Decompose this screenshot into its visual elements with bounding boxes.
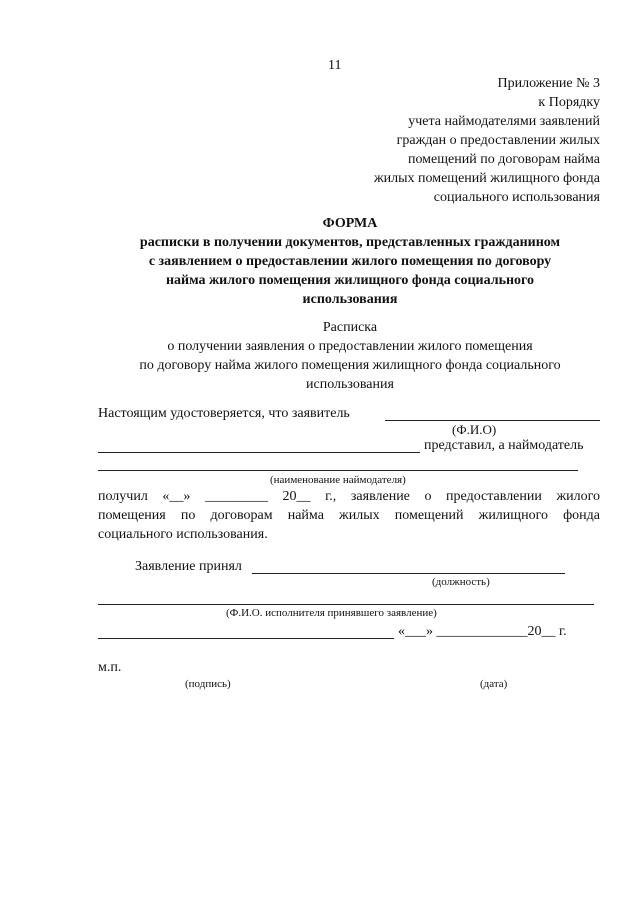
signature-line bbox=[98, 638, 394, 639]
received-line-1: получил «__» _________ 20__ г., заявление о предоставлении жилого bbox=[98, 489, 600, 504]
form-subtitle-line: расписки в получении документов, представленных гражданином bbox=[139, 235, 561, 250]
presented-text: представил, а наймодатель bbox=[424, 438, 584, 453]
appendix-line: помещений по договорам найма bbox=[407, 152, 600, 167]
applicant-name-line bbox=[385, 420, 600, 421]
position-caption: (должность) bbox=[432, 576, 490, 588]
appendix-line: граждан о предоставлении жилых bbox=[396, 133, 600, 148]
acceptance-date: «___» _____________20__ г. bbox=[398, 624, 567, 639]
landlord-name-line bbox=[98, 470, 578, 471]
appendix-line: Приложение № 3 bbox=[497, 76, 600, 91]
certify-text: Настоящим удостоверяется, что заявитель bbox=[98, 406, 350, 421]
receipt-subtitle-line: о получении заявления о предоставлении жилого помещения bbox=[167, 339, 533, 354]
form-title: ФОРМА bbox=[322, 216, 378, 231]
appendix-line: социального использования bbox=[433, 190, 600, 205]
signature-caption: (подпись) bbox=[185, 678, 231, 690]
form-subtitle-line: использования bbox=[302, 292, 398, 307]
receipt-subtitle-line: по договору найма жилого помещения жилищного фонда социального bbox=[139, 358, 561, 373]
stamp-mp: м.п. bbox=[98, 660, 122, 675]
form-subtitle-line: с заявлением о предоставлении жилого помещения по договору bbox=[148, 254, 552, 269]
executor-caption: (Ф.И.О. исполнителя принявшего заявление) bbox=[226, 607, 437, 619]
appendix-line: жилых помещений жилищного фонда bbox=[373, 171, 600, 186]
receipt-header bbox=[60, 318, 640, 394]
appendix-line: учета наймодателями заявлений bbox=[408, 114, 600, 129]
date-caption: (дата) bbox=[480, 678, 508, 690]
received-line-3: социального использования. bbox=[98, 527, 268, 542]
appendix-line: к Порядку bbox=[538, 95, 600, 110]
applicant-name-line-2 bbox=[98, 452, 420, 453]
landlord-caption: (наименование наймодателя) bbox=[270, 474, 406, 486]
form-header bbox=[60, 214, 640, 309]
receipt-title: Расписка bbox=[322, 320, 378, 335]
appendix-block bbox=[374, 74, 600, 207]
position-line bbox=[252, 573, 565, 574]
fio-caption: (Ф.И.О) bbox=[452, 422, 497, 437]
form-subtitle-line: найма жилого помещения жилищного фонда социального bbox=[165, 273, 535, 288]
executor-name-line bbox=[98, 604, 594, 605]
receipt-subtitle-line: использования bbox=[306, 377, 394, 392]
page-number: 11 bbox=[328, 58, 342, 73]
received-line-2: помещения по договорам найма жилых помещений жилищного фонда bbox=[98, 508, 600, 523]
accepted-text: Заявление принял bbox=[135, 559, 242, 574]
